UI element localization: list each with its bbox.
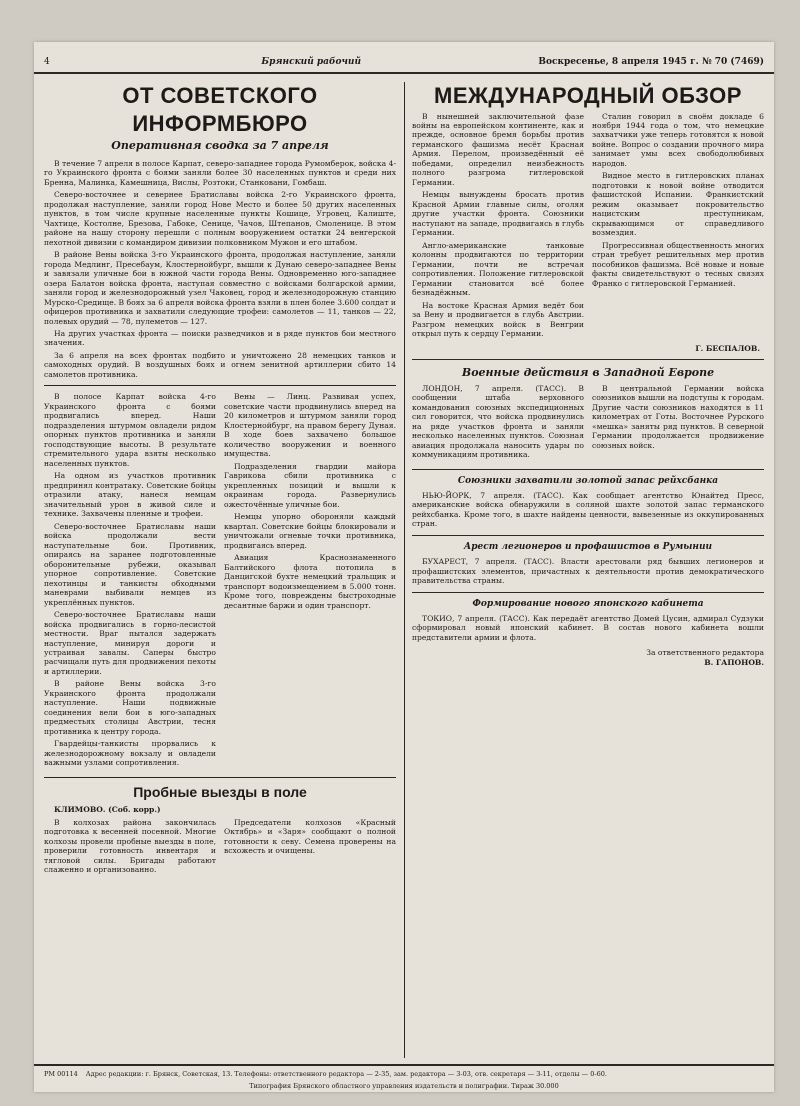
report-paragraph: На других участках фронта — поиски разведчиков и в ряде пунктов бои местного значения. <box>44 328 396 348</box>
review-paragraph: Видное место в гитлеровских планах подготовки к новой войне отводится фашистской Испании. Франкистский режим оказывает покровительство нацистским преступникам, скрывающимся от справедливого возмездия. <box>592 171 764 238</box>
report-body <box>44 392 396 770</box>
body-paragraph: На одном из участков противник предпринял контратаку. Советские бойцы отразили атаку, нанеся немцам значительный урон в живой силе и технике. Захвачены пленные и трофеи. <box>44 471 216 519</box>
review-paragraph: Немцы вынуждены бросать против Красной Армии главные силы, оголяя другие участки фронта. Союзники наступают на западе, продвигаясь в глубь Германии. <box>412 190 584 238</box>
sovinformburo-subtitle: Оперативная сводка за 7 апреля <box>111 139 329 152</box>
paper-name: Брянский рабочий <box>261 57 362 67</box>
report-body-col-a <box>44 392 216 770</box>
divider <box>412 535 764 536</box>
body-paragraph: Подразделения гвардии майора Гаврикова сбили противника с укрепленных позиций и вышли к окраинам города. Развернулись ожесточённые уличные бои. <box>224 461 396 509</box>
body-paragraph: Немцы упорно обороняли каждый квартал. Советские бойцы блокировали и уничтожали огневые точки противника, продвигаясь вперед. <box>224 512 396 550</box>
editor-name: В. ГАПОНОВ. <box>704 657 764 667</box>
war-news <box>412 384 764 463</box>
body-paragraph: Северо-восточнее Братиславы наши войска продвигались в горно-лесистой местности. Враг пытался задержать наступление, минируя дороги и устраивая завалы. Саперы быстро расчищали путь для продвижения пехоты и артиллерии. <box>44 610 216 676</box>
body-paragraph: В районе Вены войска 3-го Украинского фронта продолжали наступление. Наши подвижные соединения вели бои в юго-западных предместьях столицы Австрии, тесня противника к центру города. <box>44 679 216 736</box>
review-paragraph: Прогрессивная общественность многих стран требует решительных мер против пособников фашизма. Всё новые и новые факты свидетельствуют о тесных связях Франко с гитлеровской Германией. <box>592 240 764 288</box>
review-paragraph: Англо-американские танковые колонны продвигаются по территории Германии, почти не встречая сопротивления. Положение гитлеровской Германии становится всё более безнадёжным. <box>412 240 584 298</box>
article-title: Пробные выезды в поле <box>133 783 307 800</box>
news-paragraph: В центральной Германии войска союзников вышли на подступы к городам. Другие части союзников находятся в 11 километрах от Готы. Восточнее Рурского «мешка» заняты ряд пунктов. В северной Германии продолжается продвижение союзных войск. <box>592 383 764 450</box>
issue-date: Воскресенье, 8 апреля 1945 г. № 70 (7469) <box>538 57 764 67</box>
report-paragraph: В течение 7 апреля в полосе Карпат, северо-западнее города Румомберок, войска 4-го Украинского фронта с боями заняли более 30 населенных пунктов и среди них Бренна, Малинка, Камешница, Вислы, Розтоки, Станковани, Гомбаш. <box>44 158 396 187</box>
news-paragraph: НЬЮ-ЙОРК, 7 апреля. (ТАСС). Как сообщает агентство Юнайтед Пресс, американские войска обнаружили в соляной шахте золотой запас германского рейхсбанка. Кроме того, в шахте найдены ценности, вывезенные из оккупированных стран. <box>412 491 764 529</box>
report-paragraph: Северо-восточнее и севернее Братиславы войска 2-го Украинского фронта, продолжая наступление, заняли город Нове Место и более 50 других населенных пунктов, в том числе крупные населенные пункты Кошице, Угровец, Калиште, Чахтице, Костолне, Брезова, Габоке, Сенице, Чачов, Штепанов, Смоленице. В этом районе на нашу сторону перешли с полным вооружением остатки 24 венгерской пехотной дивизии с командиром дивизии полковником Мужон и его штабом. <box>44 190 396 247</box>
news-title: Арест легионеров и профашистов в Румынии <box>463 541 713 552</box>
article-byline: КЛИМОВО. (Соб. корр.) <box>54 805 161 815</box>
news-paragraph: ЛОНДОН, 7 апреля. (ТАСС). В сообщении штаба верховного командования союзных экспедиционных сил говорится, что войска продвинулись на ряде участков фронта и заняли несколько населенных пунктов. Союзная авиация продолжала наносить удары по коммуникациям противника. <box>412 383 584 460</box>
footer <box>34 1064 774 1082</box>
review-body <box>412 112 764 342</box>
body-paragraph: Авиация Краснознаменного Балтийского флота потопила в Данцигской бухте немецкий тральщик и транспорт водоизмещением в 5.000 тонн. Кроме того, повреждены быстроходные десантные баржи и один транспорт. <box>224 553 396 610</box>
section-title: Военные действия в Западной Европе <box>461 366 715 380</box>
divider <box>412 359 764 360</box>
news-title: Формирование нового японского кабинета <box>472 598 704 609</box>
footer-printer: Типография Брянского областного управления издательств и полиграфии. Тираж 30.000 <box>249 1082 559 1090</box>
divider <box>44 385 396 386</box>
article-paragraph: Председатели колхозов «Красный Октябрь» и «Заря» сообщают о полной готовности к севу. Семена проверены на всхожесть и очищены. <box>224 817 396 856</box>
footer-address: Адрес редакции: г. Брянск, Советская, 13. Телефоны: ответственного редактора — 2-35, зам. редактора — 3-03, отв. секретаря — 3-11, отделы — 0-60. <box>85 1070 607 1078</box>
right-column <box>412 82 764 1050</box>
editor-label: За ответственного редактора <box>646 648 764 658</box>
review-paragraph: Сталин говорил в своём докладе 6 ноября 1944 года о том, что немецкие захватчики уже теперь готовятся к новой войне. Вопрос о создании прочного мира занимает умы всех свободолюбивых народов. <box>592 111 764 168</box>
news-title: Союзники захватили золотой запас рейхсбанка <box>457 475 719 486</box>
news-paragraph: ТОКИО, 7 апреля. (ТАСС). Как передаёт агентство Домей Цусин, адмирал Судзуки сформировал новый японский кабинет. В состав нового кабинета вошли представители армии и флота. <box>412 613 764 642</box>
body-paragraph: Северо-восточнее Братиславы наши войска продолжали вести наступательные бои. Противник, опираясь на заранее подготовленные оборонительные рубежи, оказывал упорное сопротивление. Советские пехотинцы и танкисты обходными маневрами выбивали немцев из укреплённых пунктов. <box>44 521 216 607</box>
review-paragraph: На востоке Красная Армия ведёт бои за Вену и продвигается в глубь Австрии. Разгром немецких войск в Венгрии открыл путь к сердцу Германии. <box>412 300 584 339</box>
column-divider <box>404 82 405 1058</box>
page-number: 4 <box>44 57 50 67</box>
news-paragraph: БУХАРЕСТ, 7 апреля. (ТАСС). Власти арестовали ряд бывших легионеров и профашистских элементов, причастных к деятельности против демократического правительства страны. <box>412 557 764 586</box>
body-paragraph: Гвардейцы-танкисты прорвались к железнодорожному вокзалу и овладели важными узлами сопротивления. <box>44 739 216 768</box>
report-paragraph: В районе Вены войска 3-го Украинского фронта, продолжая наступление, заняли города Медлинг, Пресебаум, Клостернойбург, вышли к Дунаю северо-западнее Вены и завязали уличные бои в южной части города Вены. Одновременно юго-западнее озера Балатон войска фронта, наступая совместно с войсками болгарской армии, заняли город и железнодорожный узел Чаковец, город и железнодорожную станцию Мурско-Средище. В боях за 6 апреля войска фронта взяли в плен более 3.600 солдат и офицеров противника и захватили следующие трофеи: самолетов — 11, танков — 22, полевых орудий — 78, пулеметов — 127. <box>44 250 396 326</box>
article-body <box>44 818 396 878</box>
divider <box>412 592 764 593</box>
divider <box>44 777 396 778</box>
editor-block <box>412 648 764 667</box>
body-paragraph: В полосе Карпат войска 4-го Украинского фронта с боями продвигались вперед. Наши подразделения штурмом овладели рядом опорных пунктов противника и заняли господствующие высоты. В результате стремительного удара взяты несколько населенных пунктов. <box>44 392 216 468</box>
masthead <box>34 52 774 74</box>
report-paragraph: За 6 апреля на всех фронтах подбито и уничтожено 28 немецких танков и самоходных орудий. В воздушных боях и огнем зенитной артиллерии сбито 14 самолетов противника. <box>44 350 396 379</box>
review-paragraph: В нынешней заключительной фазе войны на европейском континенте, как и прежде, основное бремя борьбы против германского фашизма несёт Красная Армия. Перелом, произведённый её победами, определил неизбежность полного разгрома гитлеровской Германии. <box>412 111 584 187</box>
author-signature: Г. БЕСПАЛОВ. <box>695 343 760 353</box>
report-body-col-b <box>224 392 396 770</box>
footer-code: РМ 00114 <box>44 1070 78 1078</box>
divider <box>412 469 764 470</box>
body-paragraph: Вены — Линц. Развивая успех, советские части продвинулись вперед на 20 километров и штурмом заняли город Клостернойбург, на правом берегу Дуная. В ходе боев захвачено большое количество вооружения и военного имущества. <box>224 392 396 459</box>
sovinformburo-title: ОТ СОВЕТСКОГО ИНФОРМБЮРО <box>122 83 318 136</box>
newspaper-page <box>34 42 774 1092</box>
left-column <box>44 82 396 1050</box>
review-title: МЕЖДУНАРОДНЫЙ ОБЗОР <box>434 83 742 108</box>
article-paragraph: В колхозах района закончилась подготовка к весенней посевной. Многие колхозы провели пробные выезды в поле, проверили готовность инвентаря и тягловой силы. Бригады работают слаженно и организованно. <box>44 817 216 875</box>
